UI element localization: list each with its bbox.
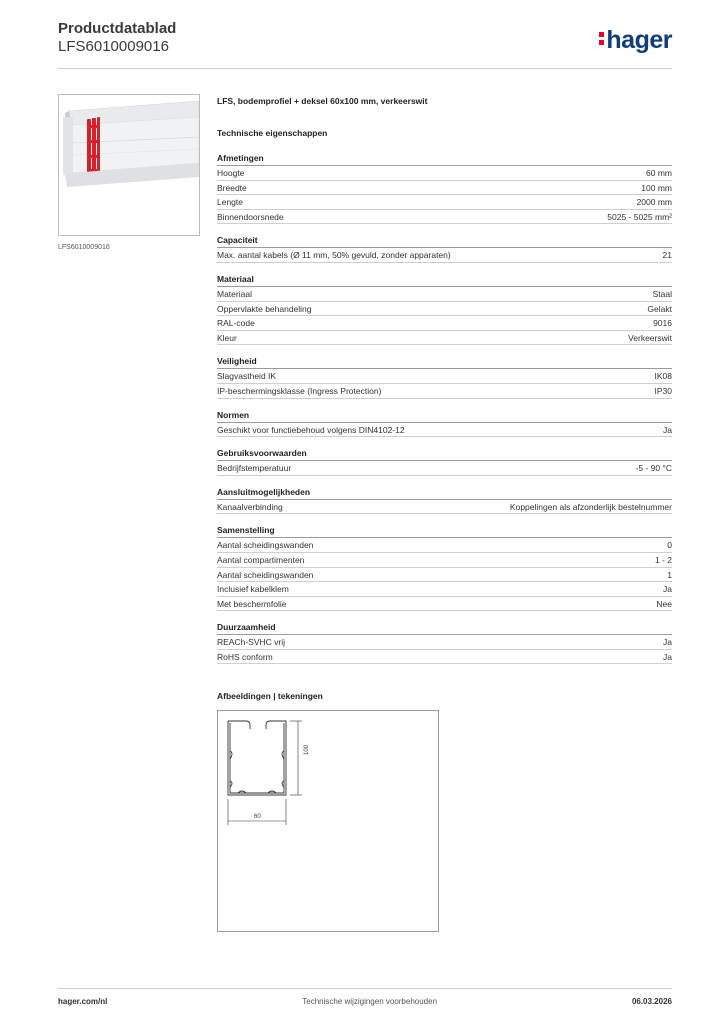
section-title: Materiaal: [217, 273, 672, 287]
hager-logo: [599, 26, 672, 55]
spec-value: 21: [662, 250, 672, 261]
section-aansluitmogelijkheden: [217, 486, 672, 515]
spec-value: 60 mm: [646, 168, 672, 178]
spec-label: Breedte: [217, 182, 247, 193]
section-normen: [217, 409, 672, 438]
spec-label: Binnendoorsnede: [217, 211, 284, 222]
spec-value: Koppelingen als afzonderlijk bestelnummer: [509, 501, 672, 512]
spec-content: [217, 96, 672, 664]
spec-value: IP30: [654, 385, 672, 396]
section-samenstelling: [217, 524, 672, 611]
spec-value: 1: [667, 569, 672, 580]
spec-value: 0: [667, 540, 672, 551]
footer-date: 06.03.2026: [631, 997, 672, 1006]
spec-value: Verkeerswit: [628, 332, 672, 343]
spec-value: 9016: [653, 318, 672, 329]
spec-row: [217, 369, 672, 384]
spec-label: Oppervlakte behandeling: [217, 303, 312, 314]
spec-value: -5 - 90 °C: [635, 463, 672, 474]
document-header: [58, 20, 176, 56]
spec-row: [217, 316, 672, 331]
section-title: Aansluitmogelijkheden: [217, 486, 672, 500]
spec-row: [217, 331, 672, 346]
spec-label: RoHS conform: [217, 651, 273, 662]
section-title: Gebruiksvoorwaarden: [217, 447, 672, 461]
document-title: Productdatablad: [58, 20, 177, 37]
spec-value: Ja: [663, 584, 672, 595]
spec-value: Ja: [663, 651, 672, 662]
spec-value: 1 - 2: [654, 554, 672, 565]
height-dimension-label: 100: [304, 744, 310, 755]
section-afmetingen: [217, 152, 672, 224]
spec-row: [217, 384, 672, 399]
width-dimension-label: 60: [254, 814, 261, 820]
spec-row: [217, 210, 672, 225]
spec-value: Ja: [663, 637, 672, 648]
spec-value: Ja: [663, 424, 672, 435]
spec-label: Hoogte: [217, 168, 245, 178]
spec-label: Aantal scheidingswanden: [217, 540, 314, 551]
spec-row: [217, 248, 672, 263]
spec-label: REACh-SVHC vrij: [217, 637, 286, 648]
spec-label: Max. aantal kabels (Ø 11 mm, 50% gevuld, zonder apparaten): [217, 250, 451, 261]
image-caption: LFS6010009016: [58, 244, 110, 251]
spec-row: [217, 597, 672, 612]
spec-label: RAL-code: [217, 318, 255, 329]
spec-label: Lengte: [217, 197, 243, 208]
spec-row: [217, 582, 672, 597]
cable-duct-illustration-icon: [59, 95, 199, 235]
spec-row: [217, 553, 672, 568]
section-veiligheid: [217, 355, 672, 398]
spec-value: 2000 mm: [636, 197, 672, 208]
spec-label: Inclusief kabelklem: [217, 584, 289, 595]
footer-disclaimer: Technische wijzigingen voorbehouden: [302, 997, 438, 1006]
footer-divider: [58, 988, 672, 989]
section-gebruiksvoorwaarden: [217, 447, 672, 476]
spec-row: [217, 650, 672, 665]
header-divider: [58, 68, 672, 69]
spec-row: [217, 302, 672, 317]
spec-row: [217, 635, 672, 650]
spec-label: Kleur: [217, 332, 237, 343]
spec-value: 100 mm: [641, 182, 672, 193]
spec-label: Materiaal: [217, 288, 252, 299]
spec-row: [217, 538, 672, 553]
technical-drawing: [217, 710, 439, 932]
section-title: Duurzaamheid: [217, 621, 672, 635]
section-title: Samenstelling: [217, 524, 672, 538]
technical-properties-heading: Technische eigenschappen: [217, 128, 328, 138]
product-code: LFS6010009016: [58, 38, 169, 55]
logo-dots-icon: [599, 32, 604, 48]
spec-value: Gelakt: [647, 303, 672, 314]
spec-value: Nee: [656, 598, 672, 609]
product-image: [58, 94, 200, 236]
section-duurzaamheid: [217, 621, 672, 664]
section-title: Veiligheid: [217, 355, 672, 369]
spec-value: IK08: [654, 371, 672, 382]
spec-label: IP-beschermingsklasse (Ingress Protection): [217, 385, 382, 396]
spec-label: Kanaalverbinding: [217, 501, 283, 512]
spec-row: [217, 423, 672, 438]
product-description: LFS, bodemprofiel + deksel 60x100 mm, verkeerswit: [217, 96, 428, 106]
section-materiaal: [217, 273, 672, 345]
spec-label: Aantal scheidingswanden: [217, 569, 314, 580]
page-footer: [58, 997, 672, 1006]
spec-label: Met beschermfolie: [217, 598, 287, 609]
section-title: Capaciteit: [217, 234, 672, 248]
spec-row: [217, 461, 672, 476]
logo-text: hager: [606, 26, 672, 54]
spec-label: Aantal compartimenten: [217, 554, 305, 565]
spec-label: Slagvastheid IK: [217, 371, 277, 382]
spec-label: Bedrijfstemperatuur: [217, 463, 292, 474]
spec-row: [217, 568, 672, 583]
spec-row: [217, 181, 672, 196]
spec-row: [217, 500, 672, 515]
footer-website: hager.com/nl: [58, 997, 108, 1006]
spec-label: Geschikt voor functiebehoud volgens DIN4102-12: [217, 424, 405, 435]
drawings-heading: Afbeeldingen | tekeningen: [217, 691, 323, 701]
spec-value: 5025 - 5025 mm²: [607, 211, 672, 222]
section-capaciteit: [217, 234, 672, 263]
duct-cross-section-drawing-icon: [218, 711, 438, 931]
spec-row: [217, 287, 672, 302]
section-title: Normen: [217, 409, 672, 423]
spec-row: [217, 195, 672, 210]
section-title: Afmetingen: [217, 152, 672, 166]
spec-row: [217, 166, 672, 181]
spec-value: Staal: [652, 288, 672, 299]
